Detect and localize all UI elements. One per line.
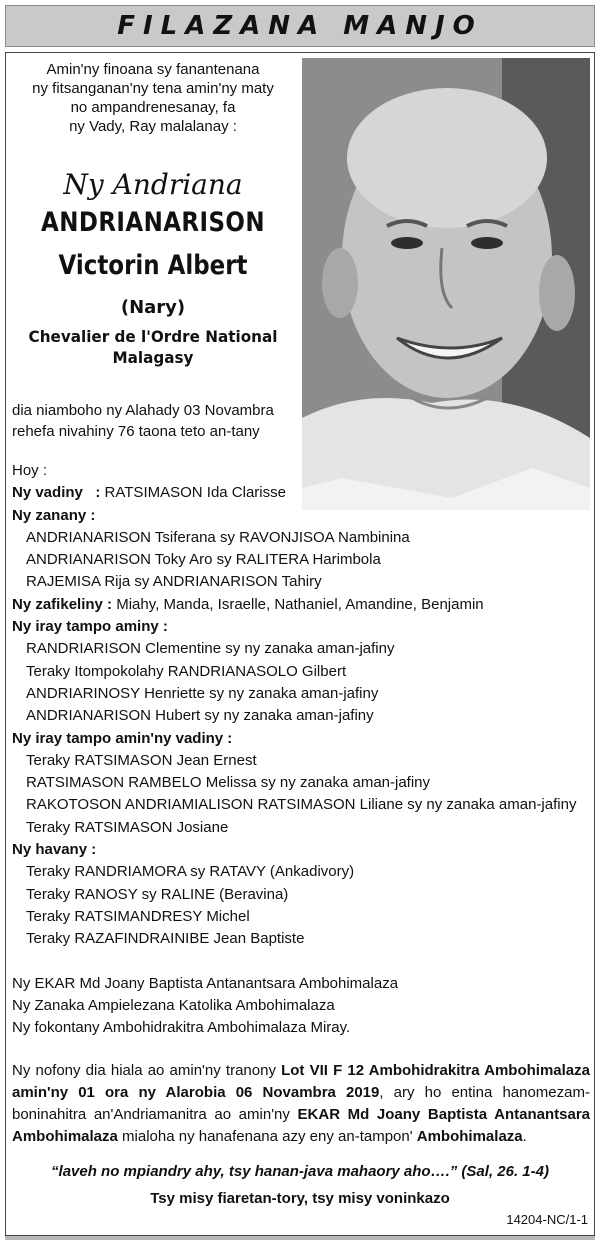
spouse-name: RATSIMASON Ida Clarisse [104,484,286,502]
list-item: ANDRIANARISON Toky Aro sy RALITERA Harimbola [26,551,381,569]
relatives-label: Ny havany : [12,841,97,859]
bible-quote: “laveh no mpiandry ahy, tsy hanan-java mahaory aho….” (Sal, 26. 1-4) [51,1163,549,1180]
grandchildren-row [12,594,592,616]
deceased-nickname: (Nary) [120,297,186,318]
funeral-text: , ary ho entina hanomezam-boninahitra an'Andriamanitra ao amin'ny [12,1084,590,1123]
family-list [12,460,592,1039]
funeral-details [12,1060,590,1148]
children-label: Ny zanany : [12,506,96,524]
death-date-line: dia niamboho ny Alahady 03 Novambra [12,402,274,419]
deceased-given-names: Victorin Albert [58,250,248,281]
list-item: Teraky RATSIMANDRESY Michel [26,907,250,925]
list-item: Teraky RAZAFINDRAINIBE Jean Baptiste [26,930,305,948]
spouse-row: Ny vadiny : RATSIMASON Ida Clarisse [12,484,286,502]
funeral-church: EKAR Md Joany Baptista Antanantsara Ambohimalaza [12,1106,590,1145]
funeral-text: mialoha ny hanafenana azy eny an-tampon' [117,1128,417,1145]
list-item: Teraky RATSIMASON Josiane [26,818,229,836]
funeral-address-time: Lot VII F 12 Ambohidrakitra Ambohimalaza amin'ny 01 ora ny Alarobia 06 Novambra 2019 [12,1062,590,1101]
spouse-label: Ny vadiny [12,484,83,502]
deceased-surname: ANDRIANARISON [41,207,265,238]
family-intro: Hoy : [12,462,48,479]
distinction-line: Malagasy [112,348,194,367]
spouse-siblings-label: Ny iray tampo amin'ny vadiny : [12,729,233,747]
list-item: Teraky RATSIMASON Jean Ernest [26,751,257,769]
reference-code: 14204-NC/1-1 [506,1212,588,1227]
intro-line: Amin'ny finoana sy fanantenana [46,61,260,78]
death-notice [12,400,300,442]
notice-header [5,5,595,47]
no-flowers-note: Tsy misy fiaretan-tory, tsy misy voninkazo [150,1190,450,1207]
intro-line: ny Vady, Ray malalanay : [69,118,237,135]
organization-line: Ny fokontany Ambohidrakitra Ambohimalaza Miray. [12,1019,351,1037]
list-item: Teraky RANDRIAMORA sy RATAVY (Ankadivory) [26,863,355,881]
distinction-line: Chevalier de l'Ordre National [28,327,278,346]
organization-line: Ny EKAR Md Joany Baptista Antanantsara Ambohimalaza [12,974,399,992]
list-item: RANDRIARISON Clementine sy ny zanaka aman-jafiny [26,640,395,658]
intro-text [8,60,298,136]
portrait-photo [302,58,590,510]
grandchildren-label: Ny zafikeliny : [12,595,113,613]
list-item: ANDRIANARISON Tsiferana sy RAVONJISOA Nambinina [26,528,410,546]
siblings-label: Ny iray tampo aminy : [12,618,168,636]
grandchildren-names: Miahy, Manda, Israelle, Nathaniel, Amandine, Benjamin [116,595,484,613]
funeral-burial-place: Ambohimalaza [416,1128,523,1145]
portrait-image [302,58,590,510]
death-age-line: rehefa nivahiny 76 taona teto an-tany [12,423,260,440]
list-item: Teraky Itompokolahy RANDRIANASOLO Gilbert [26,662,347,680]
list-item: Teraky RANOSY sy RALINE (Beravina) [26,885,289,903]
organization-line: Ny Zanaka Ampielezana Katolika Ambohimalaza [12,996,335,1014]
list-item: ANDRIARINOSY Henriette sy ny zanaka aman-jafiny [26,684,379,702]
list-item: RATSIMASON RAMBELO Melissa sy ny zanaka aman-jafiny [26,774,431,792]
funeral-text: . [522,1128,527,1145]
intro-line: ny fitsanganan'ny tena amin'ny maty [32,80,274,97]
distinction [15,326,291,368]
notice-title: FILAZANA MANJO [117,11,483,41]
bottom-rule [5,1236,595,1240]
list-item: ANDRIANARISON Hubert sy ny zanaka aman-jafiny [26,707,374,725]
honorific-title: Ny Andriana [63,168,243,201]
list-item: RAKOTOSON ANDRIAMIALISON RATSIMASON Liliane sy ny zanaka aman-jafiny [26,796,577,814]
intro-line: no ampandrenesanay, fa [70,99,236,116]
funeral-text: Ny nofony dia hiala ao amin'ny tranony [12,1062,282,1079]
list-item: RAJEMISA Rija sy ANDRIANARISON Tahiry [26,573,322,591]
